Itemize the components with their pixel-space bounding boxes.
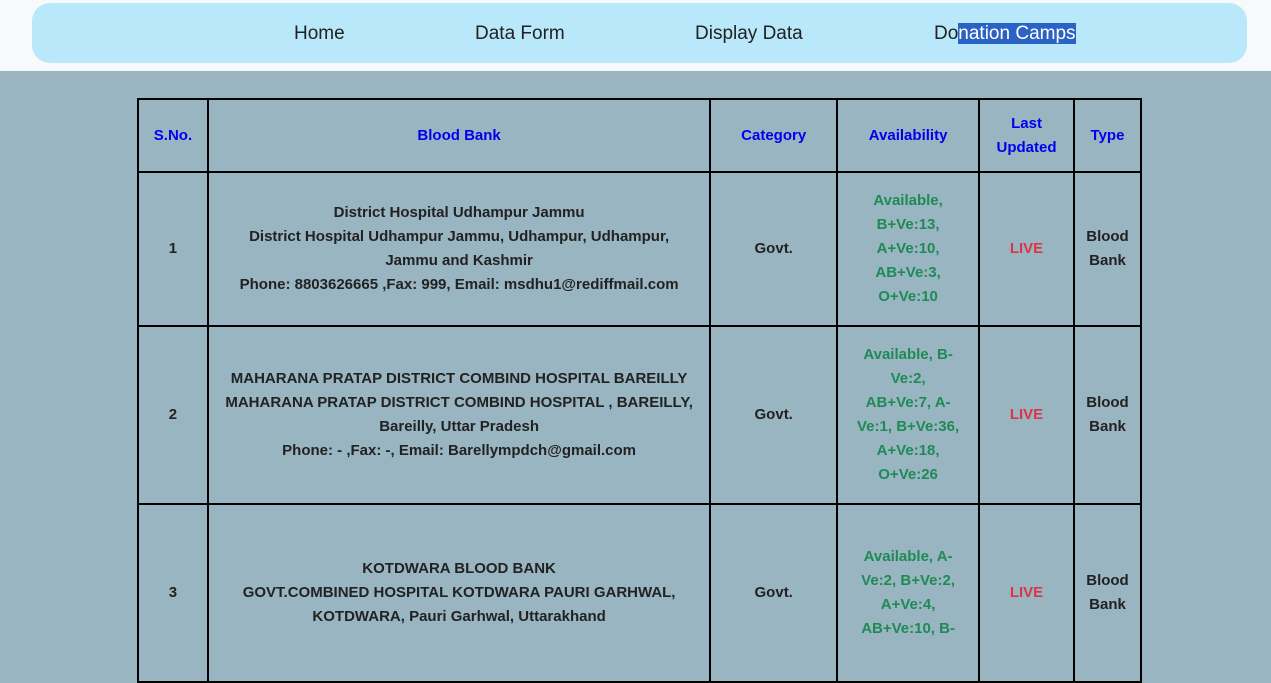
cell-sno: 2 — [138, 326, 208, 504]
header-type: Type — [1074, 99, 1141, 172]
cell-last-updated: LIVE — [979, 172, 1074, 326]
cell-category: Govt. — [710, 172, 837, 326]
bank-address: District Hospital Udhampur Jammu, Udhampur, Udhampur, Jammu and Kashmir — [249, 228, 670, 269]
bank-contact: Phone: - ,Fax: -, Email: Barellympdch@gmail.com — [282, 442, 637, 459]
cell-last-updated: LIVE — [979, 504, 1074, 682]
bank-address: GOVT.COMBINED HOSPITAL KOTDWARA PAURI GARHWAL, KOTDWARA, Pauri Garhwal, Uttarakhand — [242, 584, 676, 625]
cell-category: Govt. — [710, 504, 837, 682]
bank-address: MAHARANA PRATAP DISTRICT COMBIND HOSPITAL , BAREILLY, Bareilly, Uttar Pradesh — [225, 394, 693, 435]
navbar — [32, 3, 1247, 63]
header-sno: S.No. — [138, 99, 208, 172]
cell-type: Blood Bank — [1074, 504, 1141, 682]
cell-sno: 3 — [138, 504, 208, 682]
cell-availability: Available, A-Ve:2, B+Ve:2, A+Ve:4, AB+Ve:10, B- — [837, 504, 979, 682]
cell-blood-bank — [208, 172, 710, 326]
header-category: Category — [710, 99, 837, 172]
nav-donation-camps[interactable] — [934, 23, 1076, 45]
table-row — [138, 504, 1141, 682]
cell-type: Blood Bank — [1074, 172, 1141, 326]
bank-name: KOTDWARA BLOOD BANK — [362, 560, 556, 577]
cell-blood-bank — [208, 326, 710, 504]
cell-type: Blood Bank — [1074, 326, 1141, 504]
blood-bank-table — [137, 98, 1142, 683]
nav-display-data[interactable]: Display Data — [695, 23, 803, 44]
nav-data-form[interactable]: Data Form — [475, 23, 565, 44]
header-availability: Availability — [837, 99, 979, 172]
bank-contact: Phone: 8803626665 ,Fax: 999, Email: msdhu1@rediffmail.com — [239, 276, 679, 293]
bank-name: District Hospital Udhampur Jammu — [333, 204, 585, 221]
cell-category: Govt. — [710, 326, 837, 504]
cell-availability: Available, B-Ve:2, AB+Ve:7, A-Ve:1, B+Ve:36, A+Ve:18, O+Ve:26 — [837, 326, 979, 504]
cell-last-updated: LIVE — [979, 326, 1074, 504]
nav-donation-prefix: Do — [934, 23, 959, 44]
table-header-row — [138, 99, 1141, 172]
header-blood-bank: Blood Bank — [208, 99, 710, 172]
table-row — [138, 326, 1141, 504]
selected-text: nation Camps — [958, 23, 1076, 44]
cell-sno: 1 — [138, 172, 208, 326]
cell-availability: Available, B+Ve:13, A+Ve:10, AB+Ve:3, O+Ve:10 — [837, 172, 979, 326]
cell-blood-bank — [208, 504, 710, 682]
bank-name: MAHARANA PRATAP DISTRICT COMBIND HOSPITAL BAREILLY — [230, 370, 688, 387]
table-row — [138, 172, 1141, 326]
top-bar — [0, 0, 1271, 71]
nav-home[interactable]: Home — [294, 23, 345, 44]
header-last-updated: Last Updated — [979, 99, 1074, 172]
